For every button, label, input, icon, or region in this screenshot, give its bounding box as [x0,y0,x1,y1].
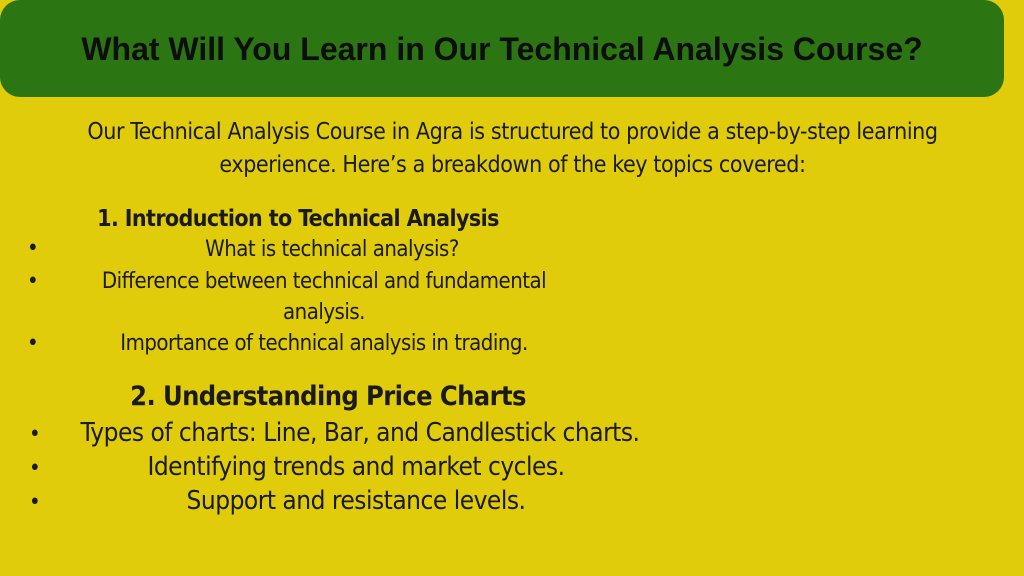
section-1-item: Difference between technical and fundamental analysis. [101,269,547,325]
bullet-icon: • [29,490,41,515]
section-1-item: What is technical analysis? [205,237,459,262]
title-banner [0,0,1004,97]
bullet-icon: • [27,331,39,356]
section-2-item: Support and resistance levels. [186,486,526,516]
bullet-icon: • [29,422,41,447]
section-1-heading: 1. Introduction to Technical Analysis [97,206,499,232]
bullet-icon: • [29,456,41,481]
bullet-icon: • [27,269,39,294]
section-2-item: Identifying trends and market cycles. [147,452,565,482]
page-title: What Will You Learn in Our Technical Analysis Course? [81,30,923,67]
section-2-heading: 2. Understanding Price Charts [130,381,526,412]
section-2-item: Types of charts: Line, Bar, and Candlestick charts. [80,418,640,448]
section-1-item: Importance of technical analysis in trading. [120,331,528,356]
intro-paragraph: Our Technical Analysis Course in Agra is structured to provide a step-by-step learning experience. Here’s a breakdown of the key topics covered: [87,119,938,178]
bullet-icon: • [27,236,39,261]
